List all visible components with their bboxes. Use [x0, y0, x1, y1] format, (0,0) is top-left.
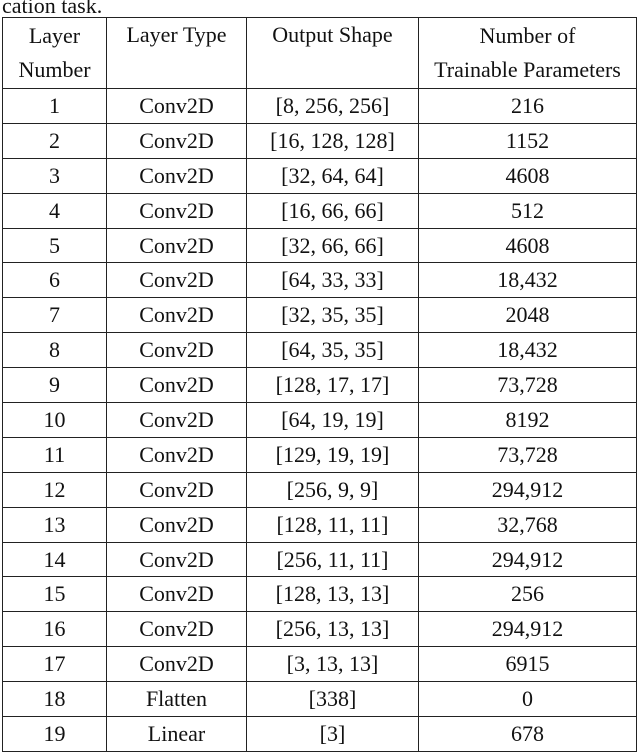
output-shape-cell: [64, 35, 35] [247, 333, 419, 368]
header-output-shape [247, 18, 419, 89]
trainable-params-cell: 6915 [419, 647, 637, 682]
trainable-params-cell: 73,728 [419, 368, 637, 403]
trainable-params-cell: 4608 [419, 158, 637, 193]
table-row [3, 333, 637, 368]
layer-type-cell: Conv2D [107, 542, 247, 577]
trainable-params-cell: 294,912 [419, 542, 637, 577]
header-layer-number-line1: Layer [28, 23, 81, 48]
output-shape-cell: [338] [247, 682, 419, 717]
layer-type-cell: Conv2D [107, 228, 247, 263]
header-layer-number [3, 18, 107, 89]
layer-number-cell: 16 [3, 612, 107, 647]
output-shape-cell: [16, 128, 128] [247, 123, 419, 158]
layer-number-cell: 10 [3, 403, 107, 438]
header-layer-number-line2: Number [18, 57, 91, 82]
table-row [3, 403, 637, 438]
table-row [3, 612, 637, 647]
layer-type-cell: Conv2D [107, 193, 247, 228]
trainable-params-cell: 216 [419, 89, 637, 124]
layer-number-cell: 17 [3, 647, 107, 682]
trainable-params-cell: 8192 [419, 403, 637, 438]
table-row [3, 263, 637, 298]
trainable-params-cell: 512 [419, 193, 637, 228]
layer-type-cell: Conv2D [107, 403, 247, 438]
table-row [3, 717, 637, 752]
trainable-params-cell: 0 [419, 682, 637, 717]
table-row [3, 89, 637, 124]
layer-type-cell: Flatten [107, 682, 247, 717]
table-row [3, 542, 637, 577]
output-shape-cell: [16, 66, 66] [247, 193, 419, 228]
layer-type-cell: Conv2D [107, 472, 247, 507]
output-shape-cell: [64, 19, 19] [247, 403, 419, 438]
table-row [3, 368, 637, 403]
table-body [3, 89, 637, 752]
layer-type-cell: Conv2D [107, 89, 247, 124]
header-trainable-params-line2: Trainable Parameters [434, 57, 621, 82]
layer-type-cell: Linear [107, 717, 247, 752]
layer-type-cell: Conv2D [107, 437, 247, 472]
output-shape-cell: [8, 256, 256] [247, 89, 419, 124]
header-trainable-params-line1: Number of [479, 23, 576, 48]
output-shape-cell: [3] [247, 717, 419, 752]
trainable-params-cell: 1152 [419, 123, 637, 158]
trainable-params-cell: 2048 [419, 298, 637, 333]
layer-number-cell: 6 [3, 263, 107, 298]
layer-type-cell: Conv2D [107, 158, 247, 193]
layer-number-cell: 12 [3, 472, 107, 507]
header-trainable-params [419, 18, 637, 89]
layer-number-cell: 13 [3, 507, 107, 542]
trainable-params-cell: 4608 [419, 228, 637, 263]
table-row [3, 577, 637, 612]
trainable-params-cell: 73,728 [419, 437, 637, 472]
header-layer-type-line1: Layer Type [126, 22, 227, 47]
layer-number-cell: 11 [3, 437, 107, 472]
table-row [3, 507, 637, 542]
layer-type-cell: Conv2D [107, 647, 247, 682]
output-shape-cell: [128, 11, 11] [247, 507, 419, 542]
layer-number-cell: 2 [3, 123, 107, 158]
layer-number-cell: 3 [3, 158, 107, 193]
layer-type-cell: Conv2D [107, 507, 247, 542]
header-output-shape-line1: Output Shape [272, 22, 393, 47]
output-shape-cell: [64, 33, 33] [247, 263, 419, 298]
layer-type-cell: Conv2D [107, 298, 247, 333]
trainable-params-cell: 678 [419, 717, 637, 752]
output-shape-cell: [32, 64, 64] [247, 158, 419, 193]
output-shape-cell: [256, 11, 11] [247, 542, 419, 577]
layer-number-cell: 1 [3, 89, 107, 124]
layer-number-cell: 4 [3, 193, 107, 228]
layer-number-cell: 19 [3, 717, 107, 752]
output-shape-cell: [256, 9, 9] [247, 472, 419, 507]
layer-type-cell: Conv2D [107, 123, 247, 158]
output-shape-cell: [32, 35, 35] [247, 298, 419, 333]
output-shape-cell: [3, 13, 13] [247, 647, 419, 682]
layer-number-cell: 14 [3, 542, 107, 577]
layer-number-cell: 8 [3, 333, 107, 368]
layer-type-cell: Conv2D [107, 577, 247, 612]
table-row [3, 193, 637, 228]
output-shape-cell: [256, 13, 13] [247, 612, 419, 647]
layer-number-cell: 9 [3, 368, 107, 403]
layer-number-cell: 7 [3, 298, 107, 333]
table-row [3, 123, 637, 158]
trainable-params-cell: 294,912 [419, 472, 637, 507]
table-row [3, 437, 637, 472]
trainable-params-cell: 18,432 [419, 263, 637, 298]
table-row [3, 472, 637, 507]
header-layer-type [107, 18, 247, 89]
header-row [3, 18, 637, 89]
layer-type-cell: Conv2D [107, 333, 247, 368]
layer-type-cell: Conv2D [107, 368, 247, 403]
output-shape-cell: [129, 19, 19] [247, 437, 419, 472]
layer-table [2, 17, 637, 752]
layer-number-cell: 18 [3, 682, 107, 717]
trainable-params-cell: 18,432 [419, 333, 637, 368]
layer-type-cell: Conv2D [107, 612, 247, 647]
trainable-params-cell: 256 [419, 577, 637, 612]
table-row [3, 228, 637, 263]
layer-number-cell: 15 [3, 577, 107, 612]
output-shape-cell: [128, 17, 17] [247, 368, 419, 403]
table-row [3, 298, 637, 333]
layer-type-cell: Conv2D [107, 263, 247, 298]
output-shape-cell: [128, 13, 13] [247, 577, 419, 612]
output-shape-cell: [32, 66, 66] [247, 228, 419, 263]
layer-number-cell: 5 [3, 228, 107, 263]
table-row [3, 158, 637, 193]
table-row [3, 647, 637, 682]
trainable-params-cell: 294,912 [419, 612, 637, 647]
caption-fragment: cation task. [2, 0, 103, 18]
trainable-params-cell: 32,768 [419, 507, 637, 542]
table-row [3, 682, 637, 717]
